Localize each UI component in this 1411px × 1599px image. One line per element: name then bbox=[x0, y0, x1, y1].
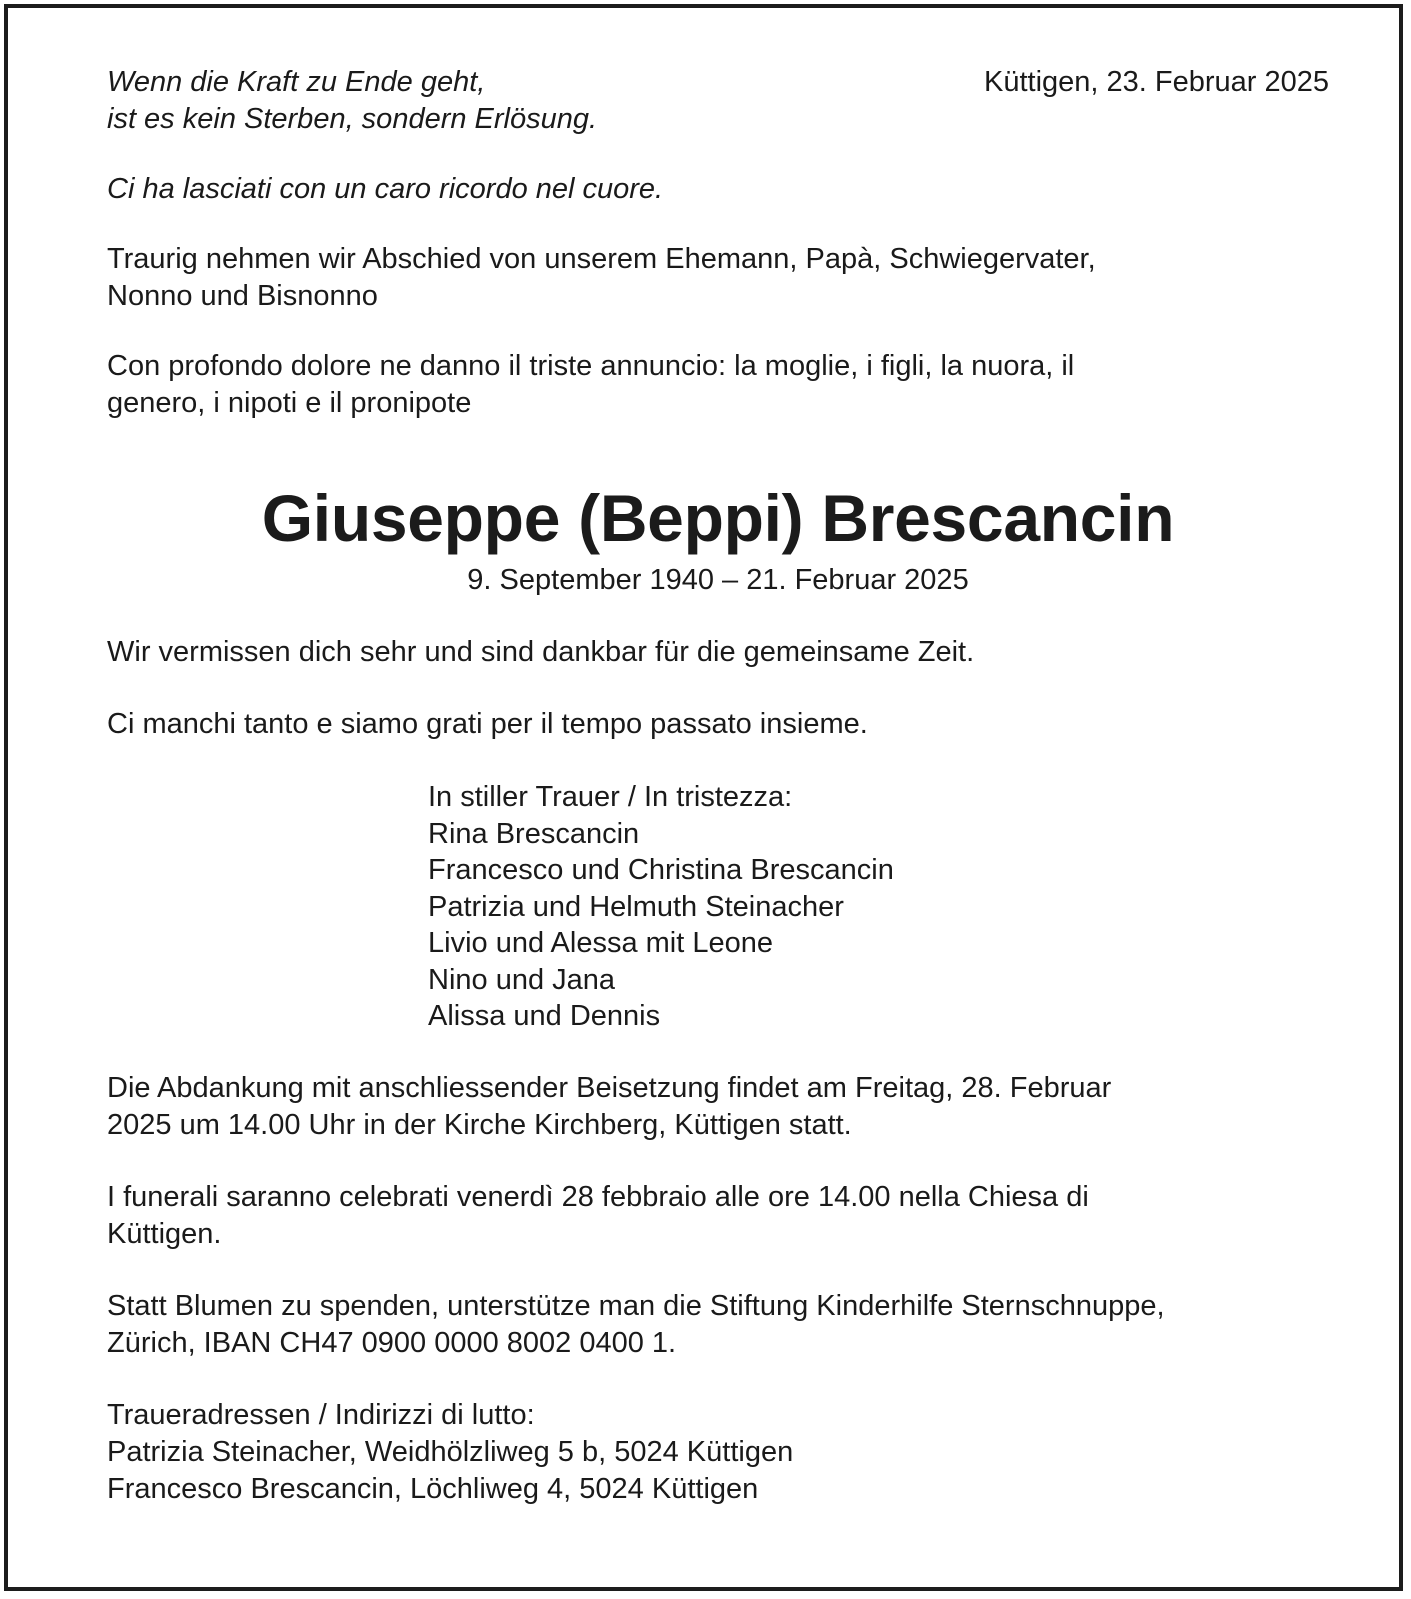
obituary-content bbox=[107, 64, 1329, 1508]
header-row bbox=[107, 64, 1329, 138]
mourner-name: Nino und Jana bbox=[428, 963, 616, 996]
italian-motto: Ci ha lasciati con un caro ricordo nel cuore. bbox=[107, 173, 664, 205]
mourner-name: Alissa und Dennis bbox=[428, 1000, 661, 1032]
mourner-name: Livio und Alessa mit Leone bbox=[428, 927, 773, 959]
intro-german-line-1: Traurig nehmen wir Abschied von unserem Ehemann, Papà, Schwiegervater, bbox=[107, 243, 1096, 275]
service-german bbox=[107, 1070, 1329, 1144]
intro-italian bbox=[107, 348, 1329, 422]
intro-italian-line-2: genero, i nipoti e il pronipote bbox=[107, 387, 472, 419]
address-line: Patrizia Steinacher, Weidhölzliweg 5 b, 5024 Küttigen bbox=[107, 1435, 794, 1468]
mourners-heading: In stiller Trauer / In tristezza: bbox=[428, 781, 793, 813]
mourners-list bbox=[428, 779, 1329, 1035]
intro-german bbox=[107, 241, 1329, 315]
life-dates: 9. September 1940 – 21. Februar 2025 bbox=[467, 564, 969, 596]
service-italian-line-2: Küttigen. bbox=[107, 1217, 222, 1250]
mourner-name: Rina Brescancin bbox=[428, 817, 640, 850]
service-italian bbox=[107, 1179, 1329, 1253]
place-date: Küttigen, 23. Februar 2025 bbox=[983, 66, 1329, 98]
motto-line-2: ist es kein Sterben, sondern Erlösung. bbox=[107, 103, 598, 135]
address-line: Francesco Brescancin, Löchliweg 4, 5024 Küttigen bbox=[107, 1472, 759, 1505]
donation-note bbox=[107, 1288, 1329, 1362]
service-german-line-2: 2025 um 14.00 Uhr in der Kirche Kirchberg, Küttigen statt. bbox=[107, 1108, 852, 1141]
service-italian-line-1: I funerali saranno celebrati venerdì 28 febbraio alle ore 14.00 nella Chiesa di bbox=[107, 1180, 1089, 1213]
donation-line-1: Statt Blumen zu spenden, unterstütze man die Stiftung Kinderhilfe Sternschnuppe, bbox=[107, 1289, 1165, 1322]
donation-line-2: Zürich, IBAN CH47 0900 0000 8002 0400 1. bbox=[107, 1326, 677, 1359]
motto bbox=[107, 64, 597, 138]
deceased-name: Giuseppe (Beppi) Brescancin bbox=[261, 481, 1175, 555]
message-german: Wir vermissen dich sehr und sind dankbar für die gemeinsame Zeit. bbox=[107, 636, 975, 668]
mourner-name: Patrizia und Helmuth Steinacher bbox=[428, 890, 844, 923]
mourner-name: Francesco und Christina Brescancin bbox=[428, 854, 894, 886]
intro-german-line-2: Nonno und Bisnonno bbox=[107, 280, 378, 312]
message-italian: Ci manchi tanto e siamo grati per il tempo passato insieme. bbox=[107, 708, 868, 740]
addresses-heading: Traueradressen / Indirizzi di lutto: bbox=[107, 1398, 535, 1431]
mourning-addresses bbox=[107, 1397, 1329, 1508]
service-german-line-1: Die Abdankung mit anschliessender Beisetzung findet am Freitag, 28. Februar bbox=[107, 1071, 1112, 1104]
intro-italian-line-1: Con profondo dolore ne danno il triste annuncio: la moglie, i figli, la nuora, il bbox=[107, 350, 1075, 382]
motto-line-1: Wenn die Kraft zu Ende geht, bbox=[107, 66, 486, 98]
